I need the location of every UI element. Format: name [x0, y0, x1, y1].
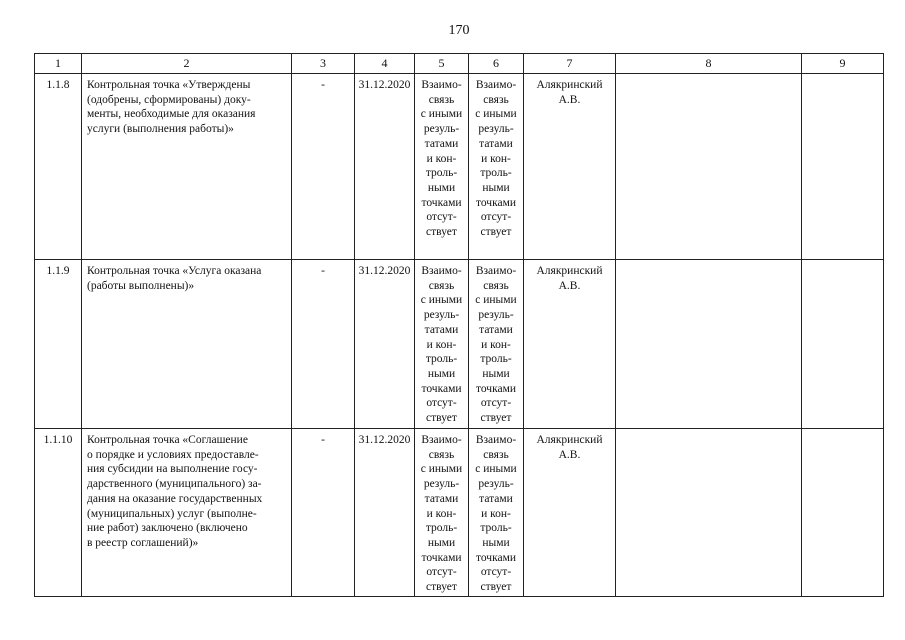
relation-cell-5 [415, 429, 469, 597]
relation-line: ствует [426, 581, 457, 594]
relation-line: связь [428, 93, 455, 106]
col3-cell: - [292, 429, 355, 597]
relation-line: отсут- [426, 566, 457, 579]
col8-cell [616, 260, 802, 429]
description-line: о порядке и условиях предоставле- [87, 448, 259, 461]
date-cell: 31.12.2020 [355, 260, 415, 429]
page-number: 170 [448, 23, 470, 38]
responsible-line: А.В. [558, 279, 581, 292]
relation-line: ными [427, 181, 456, 194]
description-line: менты, необходимые для оказания [87, 108, 256, 121]
relation-line: резуль- [423, 123, 460, 136]
relation-line: и кон- [481, 338, 511, 351]
relation-line: точками [421, 382, 462, 395]
relation-line: отсут- [480, 397, 512, 410]
description-line: (одобрены, сформированы) доку- [87, 93, 251, 106]
description-line: Контрольная точка «Услуга оказана [87, 265, 262, 277]
control-points-table [34, 53, 884, 597]
relation-line: с иными [420, 463, 463, 476]
relation-line: татами [424, 137, 459, 150]
relation-line: и кон- [426, 507, 457, 520]
responsible-cell [524, 260, 616, 429]
relation-line: ствует [426, 412, 457, 425]
col8-cell [616, 74, 802, 260]
relation-line: ными [482, 367, 510, 380]
relation-line: связь [483, 93, 509, 106]
relation-line: татами [479, 492, 513, 505]
relation-line: троль- [425, 522, 458, 535]
relation-line: Взаимо- [475, 434, 517, 446]
description-line: Контрольная точка «Соглашение [87, 434, 248, 446]
relation-line: отсут- [480, 211, 512, 224]
relation-line: отсут- [426, 211, 457, 224]
header-col-2: 2 [82, 54, 292, 74]
description-cell [82, 260, 292, 429]
relation-cell-5 [415, 74, 469, 260]
relation-line: с иными [420, 294, 463, 307]
relation-line: связь [483, 448, 509, 461]
relation-line: ными [427, 536, 456, 549]
description-cell [82, 429, 292, 597]
relation-line: резуль- [478, 478, 514, 491]
responsible-cell [524, 429, 616, 597]
relation-line: отсут- [480, 566, 512, 579]
relation-line: с иными [420, 108, 463, 121]
relation-line: резуль- [478, 309, 514, 322]
relation-line: Взаимо- [475, 79, 517, 91]
relation-line: троль- [480, 167, 512, 180]
relation-line: ствует [480, 412, 512, 425]
relation-line: резуль- [478, 123, 514, 136]
relation-line: связь [428, 448, 455, 461]
col9-cell [802, 74, 884, 260]
responsible-line: Алякринский [536, 265, 603, 277]
relation-line: связь [428, 279, 455, 292]
relation-line: отсут- [426, 397, 457, 410]
relation-line: ствует [426, 226, 457, 239]
description-cell [82, 74, 292, 260]
relation-line: татами [424, 323, 459, 336]
row-number-cell: 1.1.10 [35, 429, 82, 597]
relation-line: Взаимо- [421, 79, 462, 91]
relation-line: татами [424, 492, 459, 505]
relation-line: точками [475, 382, 517, 395]
responsible-cell [524, 74, 616, 260]
relation-line: татами [479, 323, 513, 336]
description-line: (работы выполнены)» [87, 279, 195, 292]
row-number-cell: 1.1.8 [35, 74, 82, 260]
description-line: ние работ) заключено (включено [87, 522, 248, 535]
description-line: Контрольная точка «Утверждены [87, 79, 251, 91]
table-row [35, 74, 884, 260]
relation-line: точками [475, 196, 517, 209]
table-row [35, 429, 884, 597]
relation-line: с иными [475, 294, 517, 307]
col9-cell [802, 260, 884, 429]
relation-line: и кон- [426, 338, 457, 351]
header-row [35, 54, 884, 74]
relation-line: и кон- [481, 152, 511, 165]
relation-line: ствует [480, 226, 512, 239]
relation-line: татами [479, 137, 513, 150]
responsible-line: А.В. [558, 448, 581, 461]
relation-line: Взаимо- [421, 265, 462, 277]
relation-line: ными [482, 181, 510, 194]
header-col-5: 5 [415, 54, 469, 74]
relation-line: точками [475, 551, 517, 564]
relation-line: точками [421, 196, 462, 209]
relation-line: ными [427, 367, 456, 380]
responsible-line: Алякринский [536, 434, 603, 446]
header-col-8: 8 [616, 54, 802, 74]
relation-cell-6 [469, 74, 524, 260]
description-line: дания на оказание государственных [87, 492, 263, 505]
relation-line: Взаимо- [421, 434, 462, 446]
description-line: дарственного (муниципального) за- [87, 478, 262, 491]
col9-cell [802, 429, 884, 597]
relation-line: троль- [480, 353, 512, 366]
relation-line: и кон- [426, 152, 457, 165]
relation-line: ными [482, 536, 510, 549]
relation-line: Взаимо- [475, 265, 517, 277]
col8-cell [616, 429, 802, 597]
relation-line: точками [421, 551, 462, 564]
description-line: в реестр соглашений)» [87, 536, 199, 549]
relation-line: ствует [480, 581, 512, 594]
col3-cell: - [292, 260, 355, 429]
row-number-cell: 1.1.9 [35, 260, 82, 429]
description-line: услуги (выполнения работы)» [87, 123, 234, 136]
header-col-1: 1 [35, 54, 82, 74]
relation-cell-5 [415, 260, 469, 429]
relation-line: троль- [425, 353, 458, 366]
responsible-line: Алякринский [536, 79, 603, 91]
relation-line: и кон- [481, 507, 511, 520]
header-col-9: 9 [802, 54, 884, 74]
responsible-line: А.В. [558, 93, 581, 106]
table-row [35, 260, 884, 429]
relation-line: резуль- [423, 478, 460, 491]
table-body [35, 74, 884, 597]
col3-cell: - [292, 74, 355, 260]
relation-line: с иными [475, 108, 517, 121]
relation-line: связь [483, 279, 509, 292]
relation-line: с иными [475, 463, 517, 476]
header-col-4: 4 [355, 54, 415, 74]
relation-line: резуль- [423, 309, 460, 322]
header-col-3: 3 [292, 54, 355, 74]
relation-cell-6 [469, 429, 524, 597]
header-col-6: 6 [469, 54, 524, 74]
relation-line: троль- [425, 167, 458, 180]
relation-line: троль- [480, 522, 512, 535]
description-line: (муниципальных) услуг (выполне- [87, 507, 257, 520]
header-col-7: 7 [524, 54, 616, 74]
relation-cell-6 [469, 260, 524, 429]
description-line: ния субсидии на выполнение госу- [87, 463, 258, 476]
date-cell: 31.12.2020 [355, 74, 415, 260]
date-cell: 31.12.2020 [355, 429, 415, 597]
